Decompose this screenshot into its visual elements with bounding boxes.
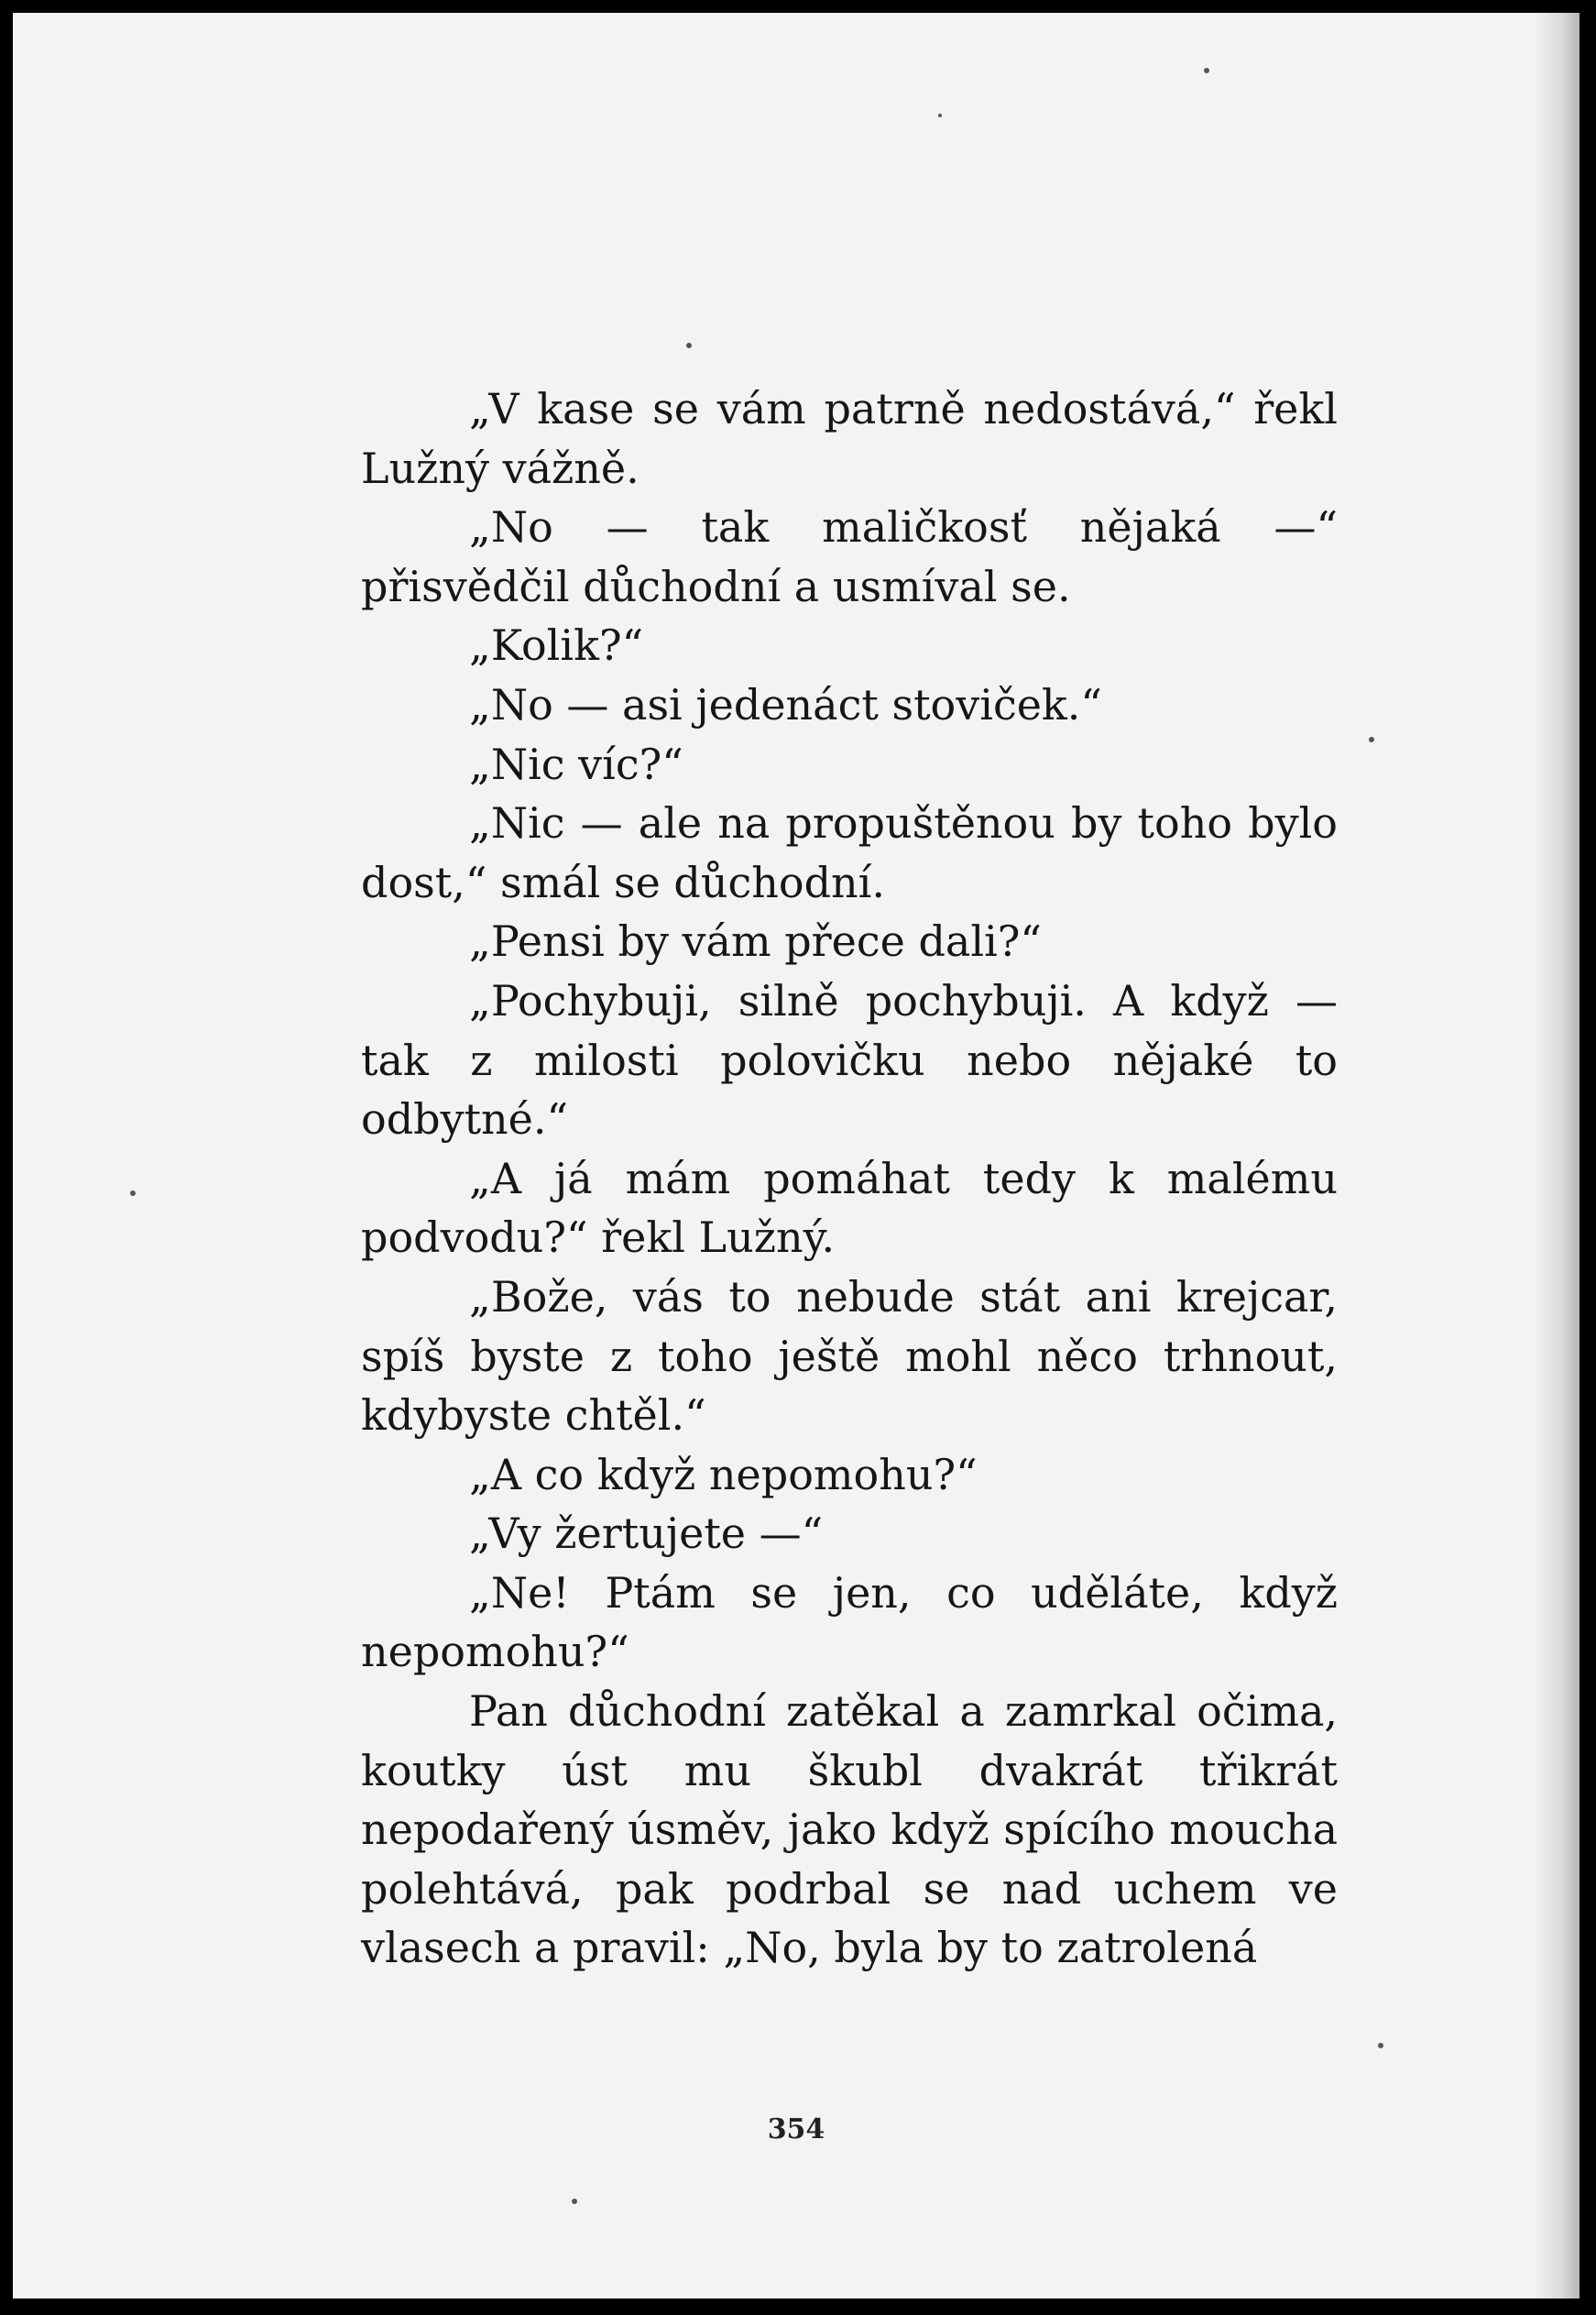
paragraph: „Nic — ale na propuštěnou by toho bylo dost,“ smál se důchodní.	[361, 798, 1338, 907]
paragraph: Pan důchodní zatěkal a zamrkal očima, koutky úst mu škubl dvakrát třikrát nepodařený úsměv, jako když spícího moucha polehtává, pak podrbal se nad uchem ve vlasech a pravil: „No, byla by to zatrolená	[361, 1686, 1338, 1973]
dust-speck	[572, 2199, 577, 2204]
paragraph: „No — tak maličkosť nějaká —“ přisvědčil důchodní a usmíval se.	[361, 502, 1338, 611]
paragraph: „A co když nepomohu?“	[469, 1449, 978, 1499]
paragraph: „Kolik?“	[469, 620, 644, 671]
body-text	[361, 379, 1338, 1978]
paragraph: „Pensi by vám přece dali?“	[469, 916, 1042, 967]
paragraph: „Ne! Ptám se jen, co uděláte, když nepomohu?“	[361, 1567, 1338, 1677]
page-number: 354	[767, 2113, 825, 2145]
dust-speck	[686, 343, 692, 348]
dust-speck	[938, 114, 942, 117]
paragraph: „Pochybuji, silně pochybuji. A když — tak z milosti polovičku nebo nějaké to odbytné.“	[361, 975, 1338, 1145]
paragraph: „No — asi jedenáct stoviček.“	[469, 679, 1102, 730]
dust-speck	[1369, 737, 1374, 742]
paragraph: „Bože, vás to nebude stát ani krejcar, spíš byste z toho ještě mohl něco trhnout, kdybyste chtěl.“	[361, 1271, 1338, 1441]
dust-speck	[1204, 68, 1209, 73]
paragraph: „V kase se vám patrně nedostává,“ řekl Lužný vážně.	[361, 384, 1338, 493]
dust-speck	[1378, 2043, 1383, 2048]
paragraph: „Nic víc?“	[469, 739, 683, 789]
dust-speck	[130, 1190, 136, 1196]
book-page	[13, 13, 1580, 2299]
page-spine-shadow	[1536, 13, 1580, 2299]
paragraph: „A já mám pomáhat tedy k malému podvodu?“ řekl Lužný.	[361, 1153, 1338, 1263]
paragraph: „Vy žertujete —“	[469, 1509, 824, 1559]
